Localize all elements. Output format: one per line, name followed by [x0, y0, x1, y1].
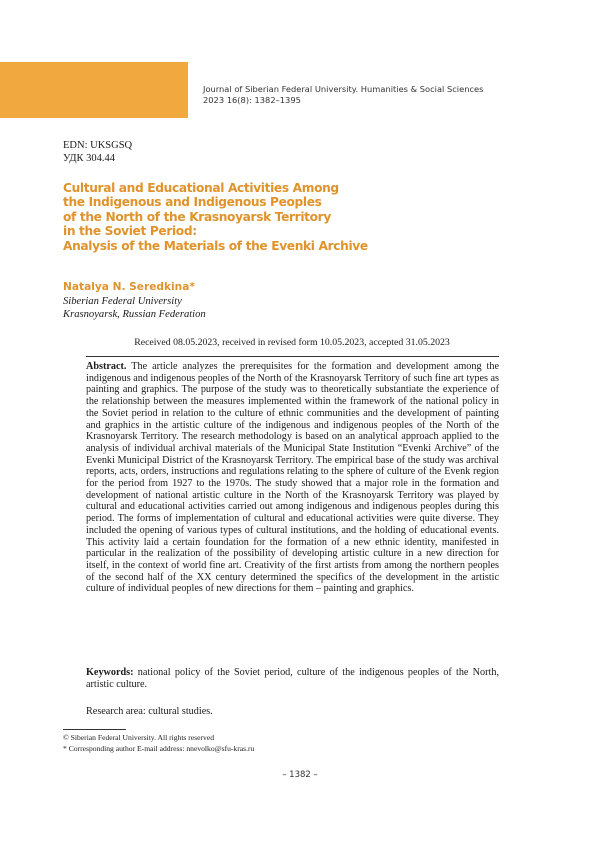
author-name: Natalya N. Seredkina* [63, 281, 195, 293]
title-line: Analysis of the Materials of the Evenki Archive [63, 238, 368, 253]
journal-issue: 2023 16(8): 1382–1395 [203, 95, 301, 105]
footnote-divider [63, 729, 126, 730]
edn-code: EDN: UKSGSQ [63, 140, 133, 151]
keywords [86, 667, 499, 691]
page-number: – 1382 – [282, 770, 318, 780]
footnotes [63, 733, 254, 754]
affiliation-location: Krasnoyarsk, Russian Federation [63, 309, 206, 320]
journal-name: Journal of Siberian Federal University. Humanities & Social Sciences [203, 84, 484, 94]
title-line: Cultural and Educational Activities Among [63, 181, 339, 195]
journal-header [203, 84, 583, 106]
abstract-text: The article analyzes the prerequisites for the formation and development among the indigenous and indigenous peoples of the North of the Krasnoyarsk Territory of such fine art types as painting and graphics. The purpose of the study was to theoretically substantiate the experience of the relationship between the measures implemented within the framework of the national policy in the Soviet period in relation to the culture of ethnic communities and the development of painting and graphics in the artistic culture of the indigenous and indigenous peoples of the North of the Krasnoyarsk Territory. The research methodology is based on an analytical approach applied to the analysis of individual archival materials of the Municipal State Institution “Evenki Archive” of the Evenki Municipal District of the Krasnoyarsk Territory. The empirical base of the study was archival reports, acts, orders, instructions and regulations relating to the sphere of culture of the Evenk region for the period from 1927 to the 1970s. The study showed that a major role in the formation and development of national artistic culture in the North of the Krasnoyarsk Territory was played by cultural and educational activities carried out among indigenous and indigenous peoples during this period. The forms of implementation of cultural and educational activities were quite diverse. They included the opening of various types of cultural institutions, and the holding of educational events. This activity laid a certain foundation for the formation of a new ethnic identity, manifested in particular in the realization of the possibility of developing artistic culture in a new direction for itself, in the context of world fine art. Creativity of the first artists from among the northern peoples of the second half of the XX century determined the specifics of the development in the artistic culture of individual peoples of new directions for them – painting and graphics. [86, 361, 499, 595]
corresponding-author-note: * Corresponding author E-mail address: nnevolko@sfu-kras.ru [63, 743, 255, 753]
journal-accent-bar [0, 62, 188, 118]
keywords-text: national policy of the Soviet period, culture of the indigenous peoples of the North, artistic culture. [86, 667, 499, 690]
abstract [86, 361, 499, 595]
abstract-label: Abstract. [86, 361, 127, 372]
affiliation-university: Siberian Federal University [63, 296, 182, 307]
keywords-label: Keywords: [86, 667, 134, 678]
article-identifiers [63, 140, 132, 165]
article-title [63, 181, 533, 253]
author-affiliation [63, 295, 206, 321]
submission-dates: Received 08.05.2023, received in revised form 10.05.2023, accepted 31.05.2023 [134, 337, 450, 348]
title-line: of the North of the Krasnoyarsk Territory [63, 209, 331, 224]
research-area: Research area: cultural studies. [86, 706, 213, 717]
divider [86, 356, 499, 357]
udk-code: УДК 304.44 [63, 152, 116, 164]
copyright-note: © Siberian Federal University. All rights reserved [63, 733, 214, 742]
title-line: in the Soviet Period: [63, 224, 197, 239]
title-line: the Indigenous and Indigenous Peoples [63, 195, 322, 210]
